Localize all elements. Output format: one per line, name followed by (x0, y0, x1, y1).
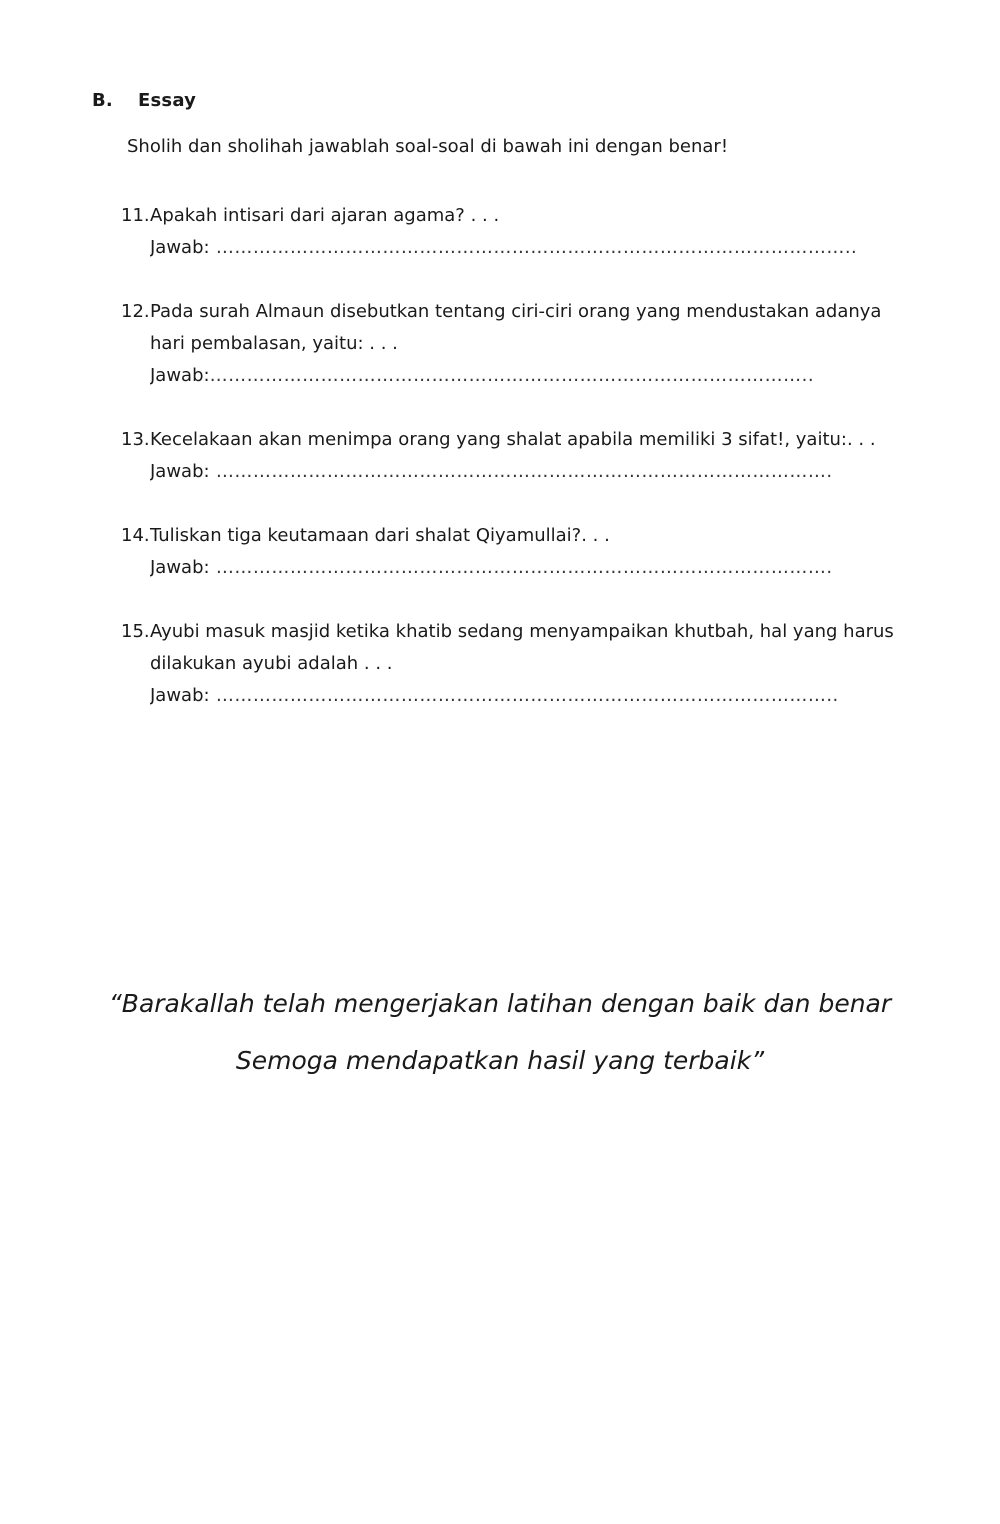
question-number: 14. (121, 525, 150, 546)
answer-dots: ………………………………………………………………………………………….. (209, 237, 858, 258)
instruction-text: Sholih dan sholihah jawablah soal-soal di bawah ini dengan benar! (127, 136, 729, 157)
answer-label: Jawab: (150, 365, 210, 386)
closing-line-2: Semoga mendapatkan hasil yang terbaik” (235, 1046, 765, 1075)
question-number: 11. (121, 205, 150, 226)
answer-label: Jawab: (150, 557, 210, 578)
question-item (121, 200, 921, 264)
question-number: 15. (121, 621, 150, 642)
closing-message (0, 975, 1000, 1089)
answer-label: Jawab: (150, 237, 210, 258)
answer-dots: ………………………………………………………………………………………. (209, 557, 833, 578)
question-text: Tuliskan tiga keutamaan dari shalat Qiyamullai?. . . (150, 525, 610, 546)
answer-line[interactable] (150, 680, 872, 712)
question-item (121, 424, 921, 488)
answer-label: Jawab: (150, 461, 210, 482)
answer-line[interactable] (150, 456, 872, 488)
question-text: Kecelakaan akan menimpa orang yang shalat apabila memiliki 3 sifat!, yaitu:. . . (150, 429, 876, 450)
section-heading (92, 90, 196, 111)
question-number: 13. (121, 429, 150, 450)
question-item (121, 296, 921, 392)
answer-line[interactable] (150, 360, 872, 392)
question-text: Apakah intisari dari ajaran agama? . . . (150, 205, 500, 226)
answer-dots: ………………………………………………………………………………………. (209, 461, 833, 482)
question-item (121, 616, 921, 712)
answer-label: Jawab: (150, 685, 210, 706)
question-number: 12. (121, 301, 150, 322)
answer-dots: ……………………………………………………………………………………….. (209, 685, 839, 706)
answer-dots: …………………………………………………………………………………….. (209, 365, 815, 386)
question-text: Ayubi masuk masjid ketika khatib sedang menyampaikan khutbah, hal yang harus dilakukan ayubi adalah . . . (150, 621, 894, 674)
section-letter: B. (92, 90, 113, 111)
question-text: Pada surah Almaun disebutkan tentang ciri-ciri orang yang mendustakan adanya hari pembalasan, yaitu: . . . (150, 301, 882, 354)
answer-line[interactable] (150, 232, 872, 264)
question-item (121, 520, 921, 584)
question-list (121, 200, 921, 744)
section-title: Essay (138, 90, 197, 111)
closing-line-1: “Barakallah telah mengerjakan latihan dengan baik dan benar (108, 989, 892, 1018)
answer-line[interactable] (150, 552, 872, 584)
